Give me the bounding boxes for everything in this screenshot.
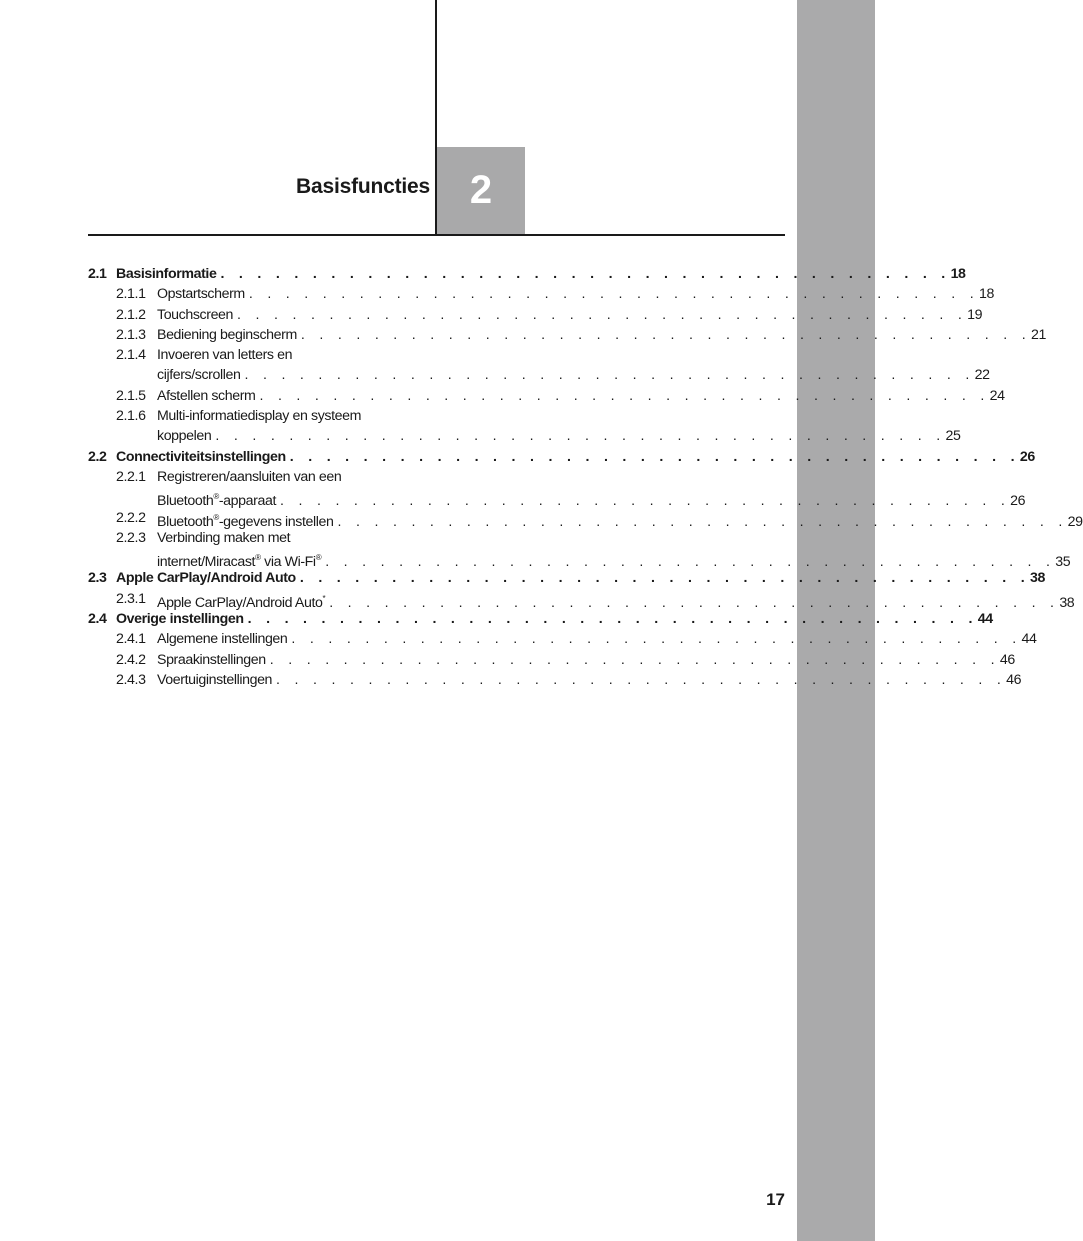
toc-page: 24 bbox=[989, 387, 1005, 404]
toc-line bbox=[88, 406, 408, 426]
toc-line bbox=[88, 670, 1022, 690]
toc-line bbox=[88, 548, 1071, 571]
toc-number: 2.1.2 bbox=[116, 306, 146, 323]
toc-section[interactable] bbox=[88, 568, 1045, 588]
toc-leader-row bbox=[157, 365, 990, 385]
toc-title: Connectiviteitsinstellingen bbox=[116, 448, 286, 465]
toc-subsection[interactable] bbox=[88, 670, 1022, 690]
toc-line bbox=[88, 589, 1075, 611]
toc-leader-dots: . . . . . . . . . . . . . . . . . . . . . . . . . . . . . . . . . . . . . . . . bbox=[291, 631, 1022, 648]
toc-line bbox=[88, 650, 1015, 670]
toc-leader-dots: . . . . . . . . . . . . . . . . . . . . . . . . . . . . . . . . . . . . . . . . bbox=[276, 671, 1007, 688]
table-of-contents bbox=[88, 264, 1083, 690]
toc-title: internet/Miracast® via Wi-Fi® bbox=[157, 553, 322, 571]
toc-title: koppelen bbox=[157, 428, 212, 445]
toc-number: 2.3.1 bbox=[116, 590, 146, 607]
toc-leader-row bbox=[157, 629, 1037, 649]
toc-page: 26 bbox=[1010, 493, 1026, 510]
page-number: 17 bbox=[766, 1190, 785, 1209]
toc-title: Voertuiginstellingen bbox=[157, 671, 273, 688]
toc-number: 2.2.3 bbox=[116, 529, 146, 546]
toc-subsection[interactable] bbox=[88, 508, 1083, 530]
toc-page: 44 bbox=[977, 611, 993, 628]
toc-title: Overige instellingen bbox=[116, 611, 244, 628]
toc-number: 2.2.2 bbox=[116, 509, 146, 526]
toc-title: Verbinding maken met bbox=[157, 529, 291, 546]
toc-leader-row bbox=[157, 650, 1015, 670]
toc-number: 2.1.1 bbox=[116, 286, 146, 303]
toc-leader-dots: . . . . . . . . . . . . . . . . . . . . . . . . . . . . . . . . . . . . . . . . bbox=[237, 306, 968, 323]
toc-title: Bluetooth®-gegevens instellen bbox=[157, 512, 334, 530]
toc-title: cijfers/scrollen bbox=[157, 367, 241, 384]
toc-title: Registreren/aansluiten van een bbox=[157, 468, 342, 485]
toc-leader-row bbox=[157, 305, 983, 325]
toc-leader-row bbox=[116, 447, 1035, 467]
toc-leader-dots: . . . . . . . . . . . . . . . . . . . . . . . . . . . . . . . . . . . . . . . . bbox=[289, 448, 1020, 465]
toc-subsection[interactable] bbox=[88, 528, 1071, 571]
toc-leader-dots: . . . . . . . . . . . . . . . . . . . . . . . . . . . . . . . . . . . . . . . . bbox=[329, 594, 1060, 611]
toc-line bbox=[88, 467, 408, 487]
toc-leader-dots: . . . . . . . . . . . . . . . . . . . . . . . . . . . . . . . . . . . . . . . . bbox=[248, 286, 979, 303]
toc-page: 18 bbox=[978, 286, 994, 303]
toc-subsection[interactable] bbox=[88, 467, 1026, 510]
toc-page: 46 bbox=[1006, 671, 1022, 688]
toc-line bbox=[88, 345, 408, 365]
toc-title: Basisinformatie bbox=[116, 266, 217, 282]
toc-section[interactable] bbox=[88, 447, 1035, 467]
toc-title: Afstellen scherm bbox=[157, 387, 256, 404]
toc-line bbox=[88, 508, 1083, 530]
toc-number: 2.1.4 bbox=[116, 347, 146, 364]
toc-title: Bediening beginscherm bbox=[157, 326, 297, 343]
toc-number: 2.1.3 bbox=[116, 326, 146, 343]
toc-page: 38 bbox=[1059, 594, 1075, 611]
toc-subsection[interactable] bbox=[88, 386, 1005, 406]
toc-leader-dots: . . . . . . . . . . . . . . . . . . . . . . . . . . . . . . . . . . . . . . . . bbox=[244, 367, 975, 384]
toc-leader-dots: . . . . . . . . . . . . . . . . . . . . . . . . . . . . . . . . . . . . . . . . bbox=[215, 428, 946, 445]
toc-leader-dots: . . . . . . . . . . . . . . . . . . . . . . . . . . . . . . . . . . . . . . . . bbox=[325, 554, 1056, 571]
toc-line bbox=[88, 305, 983, 325]
toc-subsection[interactable] bbox=[88, 629, 1037, 649]
toc-section[interactable] bbox=[88, 264, 966, 284]
toc-leader-row bbox=[157, 386, 1005, 406]
toc-number: 2.3 bbox=[88, 570, 107, 587]
toc-title: Bluetooth®-apparaat bbox=[157, 492, 276, 510]
toc-line bbox=[88, 568, 1045, 588]
toc-line bbox=[88, 629, 1037, 649]
toc-title: Touchscreen bbox=[157, 306, 234, 323]
toc-line bbox=[88, 325, 1046, 345]
toc-page: 21 bbox=[1031, 326, 1046, 343]
toc-title: Apple CarPlay/Android Auto bbox=[116, 570, 296, 587]
toc-subsection[interactable] bbox=[88, 589, 1075, 611]
toc-page: 18 bbox=[950, 266, 966, 282]
toc-page: 38 bbox=[1029, 570, 1045, 587]
toc-leader-dots: . . . . . . . . . . . . . . . . . . . . . . . . . . . . . . . . . . . . . . . . bbox=[280, 493, 1011, 510]
toc-leader-dots: . . . . . . . . . . . . . . . . . . . . . . . . . . . . . . . . . . . . . . . . bbox=[247, 611, 978, 628]
toc-line bbox=[88, 609, 993, 629]
toc-title: Algemene instellingen bbox=[157, 631, 288, 648]
toc-leader-dots: . . . . . . . . . . . . . . . . . . . . . . . . . . . . . . . . . . . . . . . . bbox=[259, 387, 990, 404]
toc-leader-row bbox=[116, 568, 1045, 588]
toc-number: 2.2 bbox=[88, 448, 107, 465]
toc-leader-row bbox=[116, 609, 993, 629]
toc-subsection[interactable] bbox=[88, 406, 961, 447]
toc-page: 22 bbox=[974, 367, 990, 384]
toc-leader-dots: . . . . . . . . . . . . . . . . . . . . . . . . . . . . . . . . . . . . . . . . bbox=[220, 266, 951, 282]
toc-title: Opstartscherm bbox=[157, 286, 245, 303]
toc-subsection[interactable] bbox=[88, 650, 1015, 670]
toc-title: Multi-informatiedisplay en systeem bbox=[157, 408, 362, 425]
toc-subsection[interactable] bbox=[88, 284, 994, 304]
chapter-number-box bbox=[437, 147, 525, 234]
toc-number: 2.1 bbox=[88, 266, 107, 282]
toc-page: 44 bbox=[1021, 631, 1037, 648]
toc-title: Spraakinstellingen bbox=[157, 651, 266, 668]
toc-number: 2.1.6 bbox=[116, 408, 146, 425]
toc-leader-row bbox=[116, 264, 966, 284]
toc-subsection[interactable] bbox=[88, 305, 983, 325]
toc-number: 2.4.1 bbox=[116, 631, 146, 648]
toc-line bbox=[88, 426, 961, 446]
toc-leader-dots: . . . . . . . . . . . . . . . . . . . . . . . . . . . . . . . . . . . . . . . . bbox=[269, 651, 1000, 668]
toc-leader-row bbox=[157, 325, 1046, 345]
toc-leader-dots: . . . . . . . . . . . . . . . . . . . . . . . . . . . . . . . . . . . . . . . . bbox=[337, 513, 1068, 530]
toc-leader-dots: . . . . . . . . . . . . . . . . . . . . . . . . . . . . . . . . . . . . . . . . bbox=[300, 326, 1031, 343]
toc-line bbox=[88, 447, 1035, 467]
toc-subsection[interactable] bbox=[88, 345, 990, 386]
chapter-title: Basisfuncties bbox=[296, 175, 430, 198]
toc-number: 2.4 bbox=[88, 611, 107, 628]
toc-title: Invoeren van letters en bbox=[157, 347, 293, 364]
toc-page: 46 bbox=[999, 651, 1015, 668]
toc-page: 25 bbox=[945, 428, 961, 445]
toc-leader-row bbox=[157, 426, 961, 446]
toc-line bbox=[88, 365, 990, 385]
toc-number: 2.2.1 bbox=[116, 468, 146, 485]
toc-section[interactable] bbox=[88, 609, 993, 629]
toc-line bbox=[88, 284, 994, 304]
toc-page: 19 bbox=[967, 306, 983, 323]
toc-page: 35 bbox=[1055, 554, 1071, 571]
toc-line bbox=[88, 264, 966, 284]
toc-leader-row bbox=[157, 670, 1022, 690]
toc-number: 2.4.2 bbox=[116, 651, 146, 668]
header-horizontal-rule bbox=[88, 234, 785, 236]
toc-number: 2.1.5 bbox=[116, 387, 146, 404]
chapter-number: 2 bbox=[469, 168, 493, 212]
toc-line bbox=[88, 487, 1026, 510]
toc-title: Apple CarPlay/Android Auto* bbox=[157, 593, 326, 611]
toc-subsection[interactable] bbox=[88, 325, 1046, 345]
toc-number: 2.4.3 bbox=[116, 671, 146, 688]
toc-line bbox=[88, 528, 408, 548]
toc-leader-dots: . . . . . . . . . . . . . . . . . . . . . . . . . . . . . . . . . . . . . . . . bbox=[299, 570, 1030, 587]
toc-line bbox=[88, 386, 1005, 406]
toc-leader-row bbox=[157, 284, 994, 304]
toc-page: 26 bbox=[1019, 448, 1035, 465]
toc-page: 29 bbox=[1067, 513, 1083, 530]
